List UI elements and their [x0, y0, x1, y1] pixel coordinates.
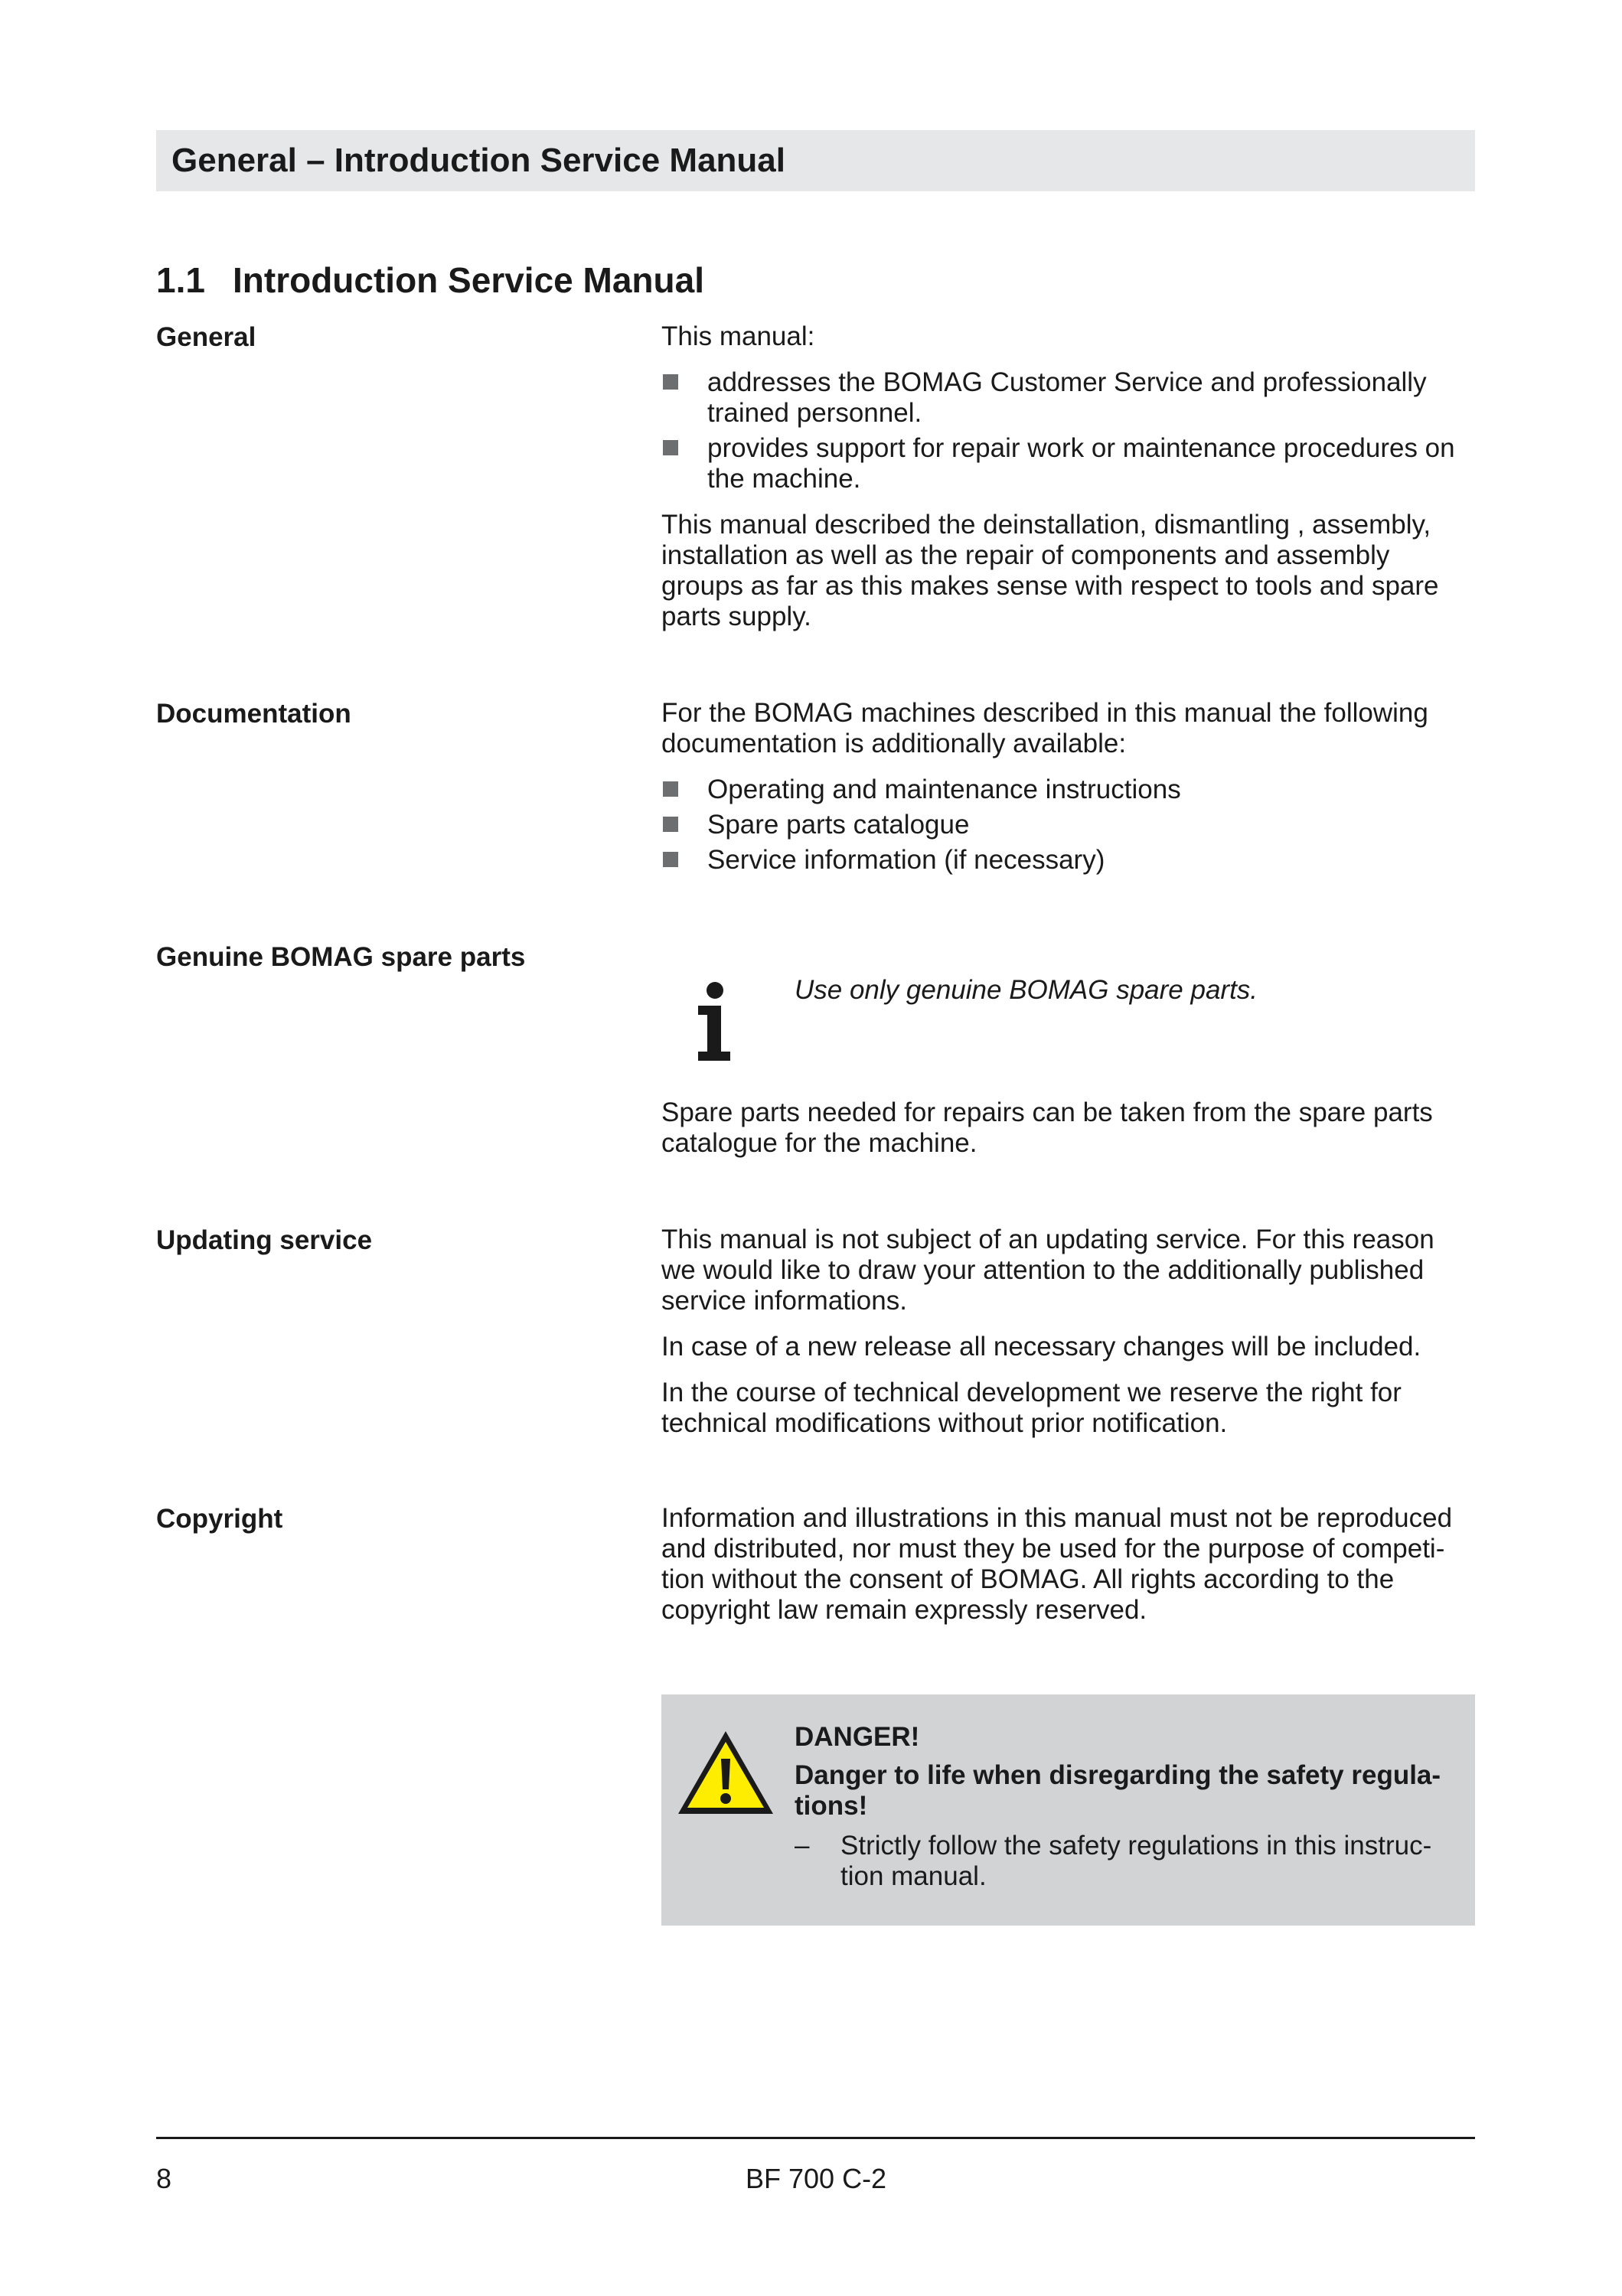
page-number: 8: [156, 2163, 172, 2194]
copyright-paragraph: Information and illustrations in this manual must not be reproduced and distributed, nor must they be used for the purpose of competi-tion without the consent of BOMAG. All rights according to the copyright law remain expressly reserved.: [661, 1503, 1453, 1625]
danger-step-text: Strictly follow the safety regulations in this instruc-tion manual.: [840, 1831, 1432, 1891]
updating-content: [661, 1225, 1475, 1454]
list-item: Service information (if necessary): [661, 845, 1475, 876]
label-documentation: Documentation: [156, 699, 351, 729]
danger-subheading: Danger to life when disregarding the safety regula-tions!: [795, 1760, 1441, 1821]
general-paragraph: This manual described the deinstallation, dismantling , assembly, installation as well as the repair of components and assembly groups as far as this makes sense with respect to tools and spare parts supply.: [661, 510, 1439, 631]
label-spare-parts: Genuine BOMAG spare parts: [156, 942, 526, 972]
header-title: General – Introduction Service Manual: [171, 142, 785, 179]
list-item: addresses the BOMAG Customer Service and professionally trained personnel.: [661, 367, 1475, 429]
copyright-content: [661, 1503, 1475, 1641]
footer-divider: [156, 2137, 1475, 2139]
danger-text: [795, 1722, 1453, 1892]
danger-step: [795, 1831, 1453, 1892]
label-updating-service: Updating service: [156, 1225, 373, 1255]
spare-parts-content: [661, 1097, 1475, 1174]
section-number: 1.1: [156, 260, 205, 300]
page-header: [156, 130, 1475, 191]
list-item: provides support for repair work or maintenance procedures on the machine.: [661, 433, 1475, 494]
documentation-content: [661, 698, 1475, 891]
dash-marker: –: [795, 1831, 810, 1861]
updating-paragraph: This manual is not subject of an updating service. For this reason we would like to draw your attention to the additionally published service informations.: [661, 1225, 1434, 1316]
info-note-text: Use only genuine BOMAG spare parts.: [795, 975, 1258, 1005]
documentation-bullet-list: [661, 775, 1475, 876]
info-icon: [692, 981, 738, 1065]
updating-paragraph: In the course of technical development we reserve the right for technical modifications without prior notification.: [661, 1378, 1402, 1438]
general-bullet-list: [661, 367, 1475, 494]
updating-paragraph: In case of a new release all necessary changes will be included.: [661, 1332, 1421, 1362]
general-content: [661, 321, 1475, 647]
info-note: [661, 957, 1475, 1064]
section-heading: [156, 259, 704, 302]
documentation-intro: For the BOMAG machines described in this manual the following documentation is additionally available:: [661, 698, 1428, 758]
label-general: General: [156, 322, 256, 352]
list-item: Operating and maintenance instructions: [661, 775, 1475, 805]
square-bullet-icon: [663, 817, 678, 832]
square-bullet-icon: [663, 852, 678, 867]
danger-heading: DANGER!: [795, 1722, 920, 1752]
square-bullet-icon: [663, 781, 678, 797]
section-title: Introduction Service Manual: [233, 260, 704, 300]
label-copyright: Copyright: [156, 1504, 283, 1534]
square-bullet-icon: [663, 440, 678, 455]
general-intro: This manual:: [661, 321, 815, 351]
danger-notice: [661, 1694, 1475, 1926]
spare-parts-paragraph: Spare parts needed for repairs can be taken from the spare parts catalogue for the machine.: [661, 1097, 1433, 1158]
warning-triangle-icon: [675, 1728, 776, 1818]
square-bullet-icon: [663, 374, 678, 390]
list-item: Spare parts catalogue: [661, 810, 1475, 840]
document-id: BF 700 C-2: [746, 2163, 887, 2194]
